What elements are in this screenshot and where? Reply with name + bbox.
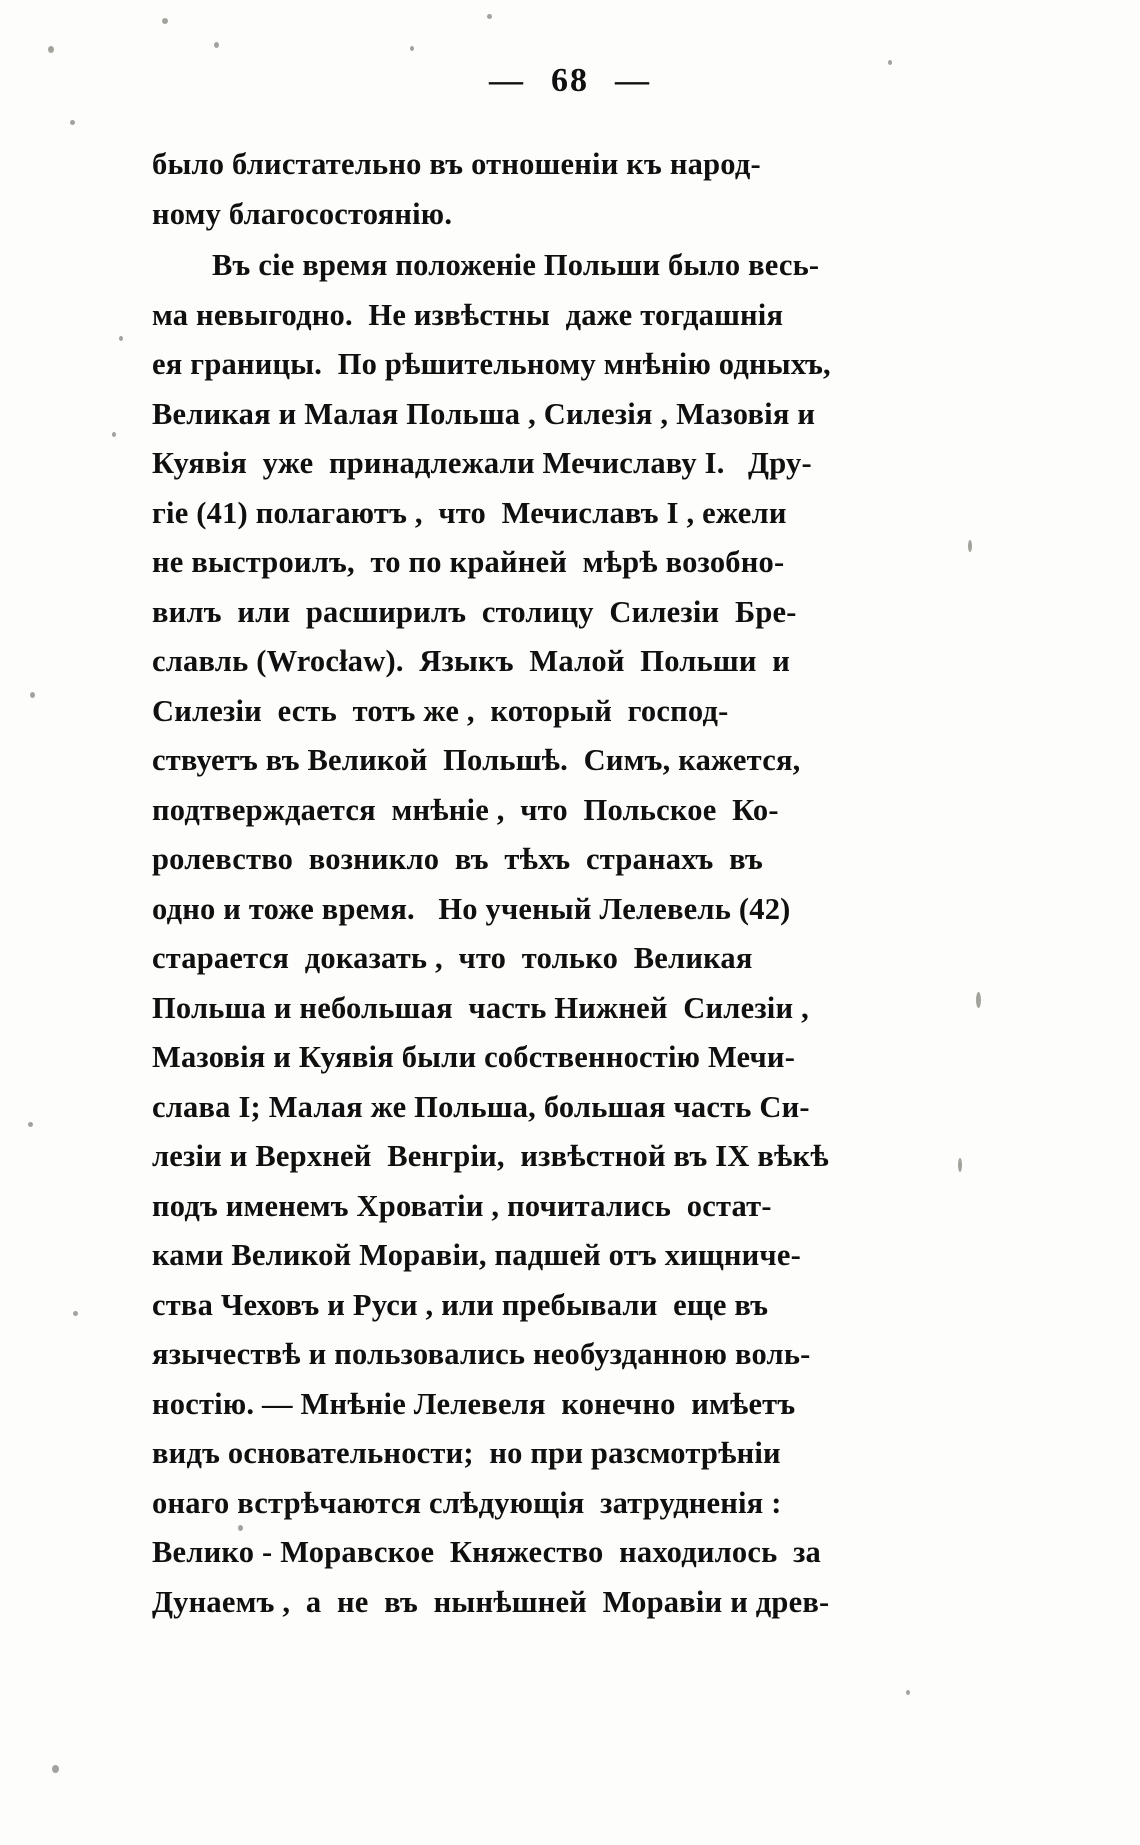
text-line: Дунаемъ , а не въ нынѣшней Моравіи и древ-	[152, 1584, 830, 1619]
page-number-dash-right: —	[615, 62, 651, 99]
text-line: ма невыгодно. Не извѣстны даже тогдашнія	[152, 297, 784, 332]
scan-speck	[410, 46, 414, 51]
scan-speck	[112, 432, 116, 437]
scan-speck	[48, 46, 54, 53]
text-line: ствуетъ въ Великой Польшѣ. Симъ, кажется,	[152, 743, 801, 777]
text-line: ностію. — Мнѣніе Лелевеля конечно имѣетъ	[152, 1386, 796, 1421]
scan-speck	[52, 1765, 59, 1773]
page-number	[0, 62, 1140, 100]
text-line: Силезіи есть тотъ же , который господ-	[152, 693, 729, 728]
text-line: старается доказать , что только Великая	[152, 941, 753, 975]
text-line: ролевство возникло въ тѣхъ странахъ въ	[152, 842, 763, 876]
text-line: было блистательно въ отношеніи къ народ-	[152, 147, 761, 181]
text-line: Польша и небольшая часть Нижней Силезіи ,	[152, 990, 809, 1025]
scan-speck	[119, 336, 123, 341]
scan-speck	[906, 1690, 910, 1695]
paragraph-2	[152, 241, 982, 1627]
text-line: Великая и Малая Польша , Силезія , Мазовія и	[152, 396, 816, 431]
text-line: Мазовія и Куявія были собственностію Мечи-	[152, 1040, 796, 1074]
text-line: одно и тоже время. Но ученый Лелевель (42)	[152, 891, 791, 926]
body-text	[152, 140, 982, 1629]
text-line: Велико - Моравское Княжество находилось за	[152, 1535, 821, 1569]
scan-speck	[28, 1122, 33, 1127]
text-line: Куявія уже принадлежали Мечиславу I. Дру-	[152, 446, 812, 480]
text-line: не выстроилъ, то по крайней мѣрѣ возобно-	[152, 545, 785, 579]
page-number-dash-left: —	[489, 62, 525, 99]
text-line: слава I; Малая же Польша, большая часть Си-	[152, 1089, 810, 1124]
text-line: подтверждается мнѣніе , что Польское Ко-	[152, 792, 779, 827]
text-line: видъ основательности; но при разсмотрѣніи	[152, 1436, 781, 1470]
scan-speck	[30, 692, 35, 698]
scan-speck	[70, 120, 75, 125]
paragraph-1	[152, 140, 982, 239]
text-line: ному благосостоянію.	[152, 196, 453, 231]
scan-speck	[214, 42, 219, 48]
text-line: Въ сіе время положеніе Польши было весь-	[212, 248, 820, 282]
text-line: лезіи и Верхней Венгріи, извѣстной въ IX вѣкѣ	[152, 1139, 829, 1173]
scan-speck	[162, 18, 168, 24]
text-line: ея границы. По рѣшительному мнѣнію одныхъ,	[152, 347, 831, 381]
text-line: подъ именемъ Хроватіи , почитались остат-	[152, 1188, 772, 1223]
text-line: язычествѣ и пользовались необузданною воль-	[152, 1337, 811, 1371]
text-line: онаго встрѣчаются слѣдующія затрудненія :	[152, 1485, 782, 1520]
scan-speck	[73, 1311, 78, 1316]
text-line: вилъ или расширилъ столицу Силезіи Бре-	[152, 594, 797, 629]
page-number-value: 68	[551, 62, 589, 99]
scan-speck	[487, 14, 492, 19]
text-line: гіе (41) полагаютъ , что Мечиславъ I , ежели	[152, 495, 787, 530]
text-line: славль (Wrocław). Языкъ Малой Польши и	[152, 644, 791, 678]
text-line: ства Чеховъ и Руси , или пребывали еще въ	[152, 1287, 769, 1322]
text-line: ками Великой Моравіи, падшей отъ хищниче-	[152, 1238, 801, 1272]
